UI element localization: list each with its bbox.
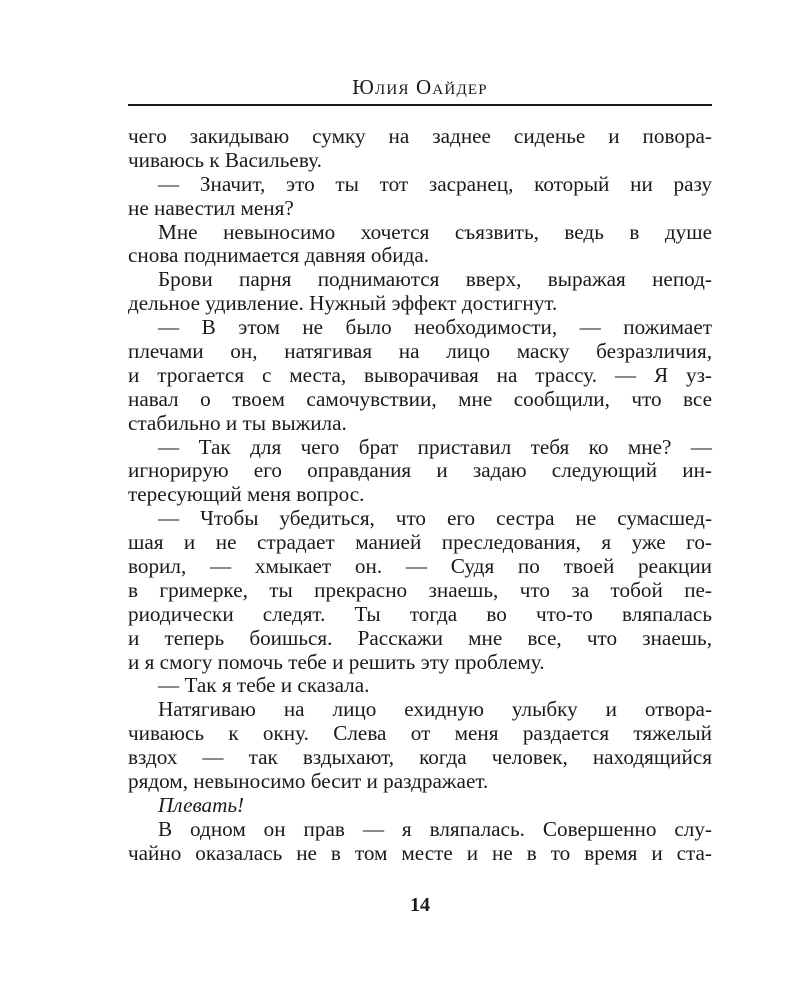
text-line: Натягиваю на лицо ехидную улыбку и отвора-: [158, 697, 712, 722]
text-line: — Чтобы убедиться, что его сестра не сумасшед-: [158, 506, 712, 531]
text-line: — Так я тебе и сказала.: [158, 673, 370, 698]
text-line: В одном он прав — я вляпалась. Совершенно слу-: [158, 816, 712, 841]
text-line: чиваюсь к окну. Слева от меня раздается тяжелый: [128, 721, 712, 746]
text-line: Мне невыносимо хочется съязвить, ведь в душе: [158, 219, 712, 244]
text-line: чего закидываю сумку на заднее сиденье и повора-: [128, 124, 712, 148]
text-line: навал о твоем самочувствии, мне сообщили, что все: [128, 386, 712, 411]
text-line: Брови парня поднимаются вверх, выражая непод-: [158, 267, 712, 292]
page-number: 14: [410, 894, 430, 916]
header-rule: [128, 104, 712, 106]
text-line: не навестил меня?: [128, 195, 294, 220]
text-line: снова поднимается давняя обида.: [128, 243, 430, 268]
text-line: шая и не страдает манией преследования, я уже го-: [128, 530, 712, 555]
text-line: стабильно и ты выжила.: [128, 410, 347, 435]
text-line: чиваюсь к Васильеву.: [128, 147, 322, 172]
text-line: — Значит, это ты тот засранец, который ни разу: [158, 171, 712, 196]
text-line: — В этом не было необходимости, — пожимает: [158, 315, 712, 340]
text-line: в гримерке, ты прекрасно знаешь, что за тобой пе-: [128, 577, 712, 602]
text-line: вздох — так вздыхают, когда человек, находящийся: [128, 745, 712, 770]
running-head-author: Юлия Оайдер: [352, 75, 488, 99]
text-line: тересующий меня вопрос.: [128, 482, 365, 507]
text-line: игнорирую его оправдания и задаю следующий ин-: [128, 458, 712, 483]
body-text: [128, 125, 712, 866]
text-line: и я смогу помочь тебе и решить эту проблему.: [128, 649, 545, 674]
text-line: — Так для чего брат приставил тебя ко мне? —: [158, 434, 712, 459]
text-line: ворил, — хмыкает он. — Судя по твоей реакции: [128, 554, 712, 579]
text-line: чайно оказалась не в том месте и не в то время и ста-: [128, 840, 712, 865]
text-line: и трогается с места, выворачивая на трассу. — Я уз-: [128, 362, 712, 387]
text-line: риодически следят. Ты тогда во что-то вляпалась: [128, 601, 712, 626]
text-line-italic: Плевать!: [158, 792, 245, 817]
text-line: рядом, невыносимо бесит и раздражает.: [128, 769, 489, 794]
text-line: дельное удивление. Нужный эффект достигнут.: [128, 291, 558, 316]
text-line: плечами он, натягивая на лицо маску безразличия,: [128, 339, 712, 364]
text-line: и теперь боишься. Расскажи мне все, что знаешь,: [128, 625, 712, 650]
